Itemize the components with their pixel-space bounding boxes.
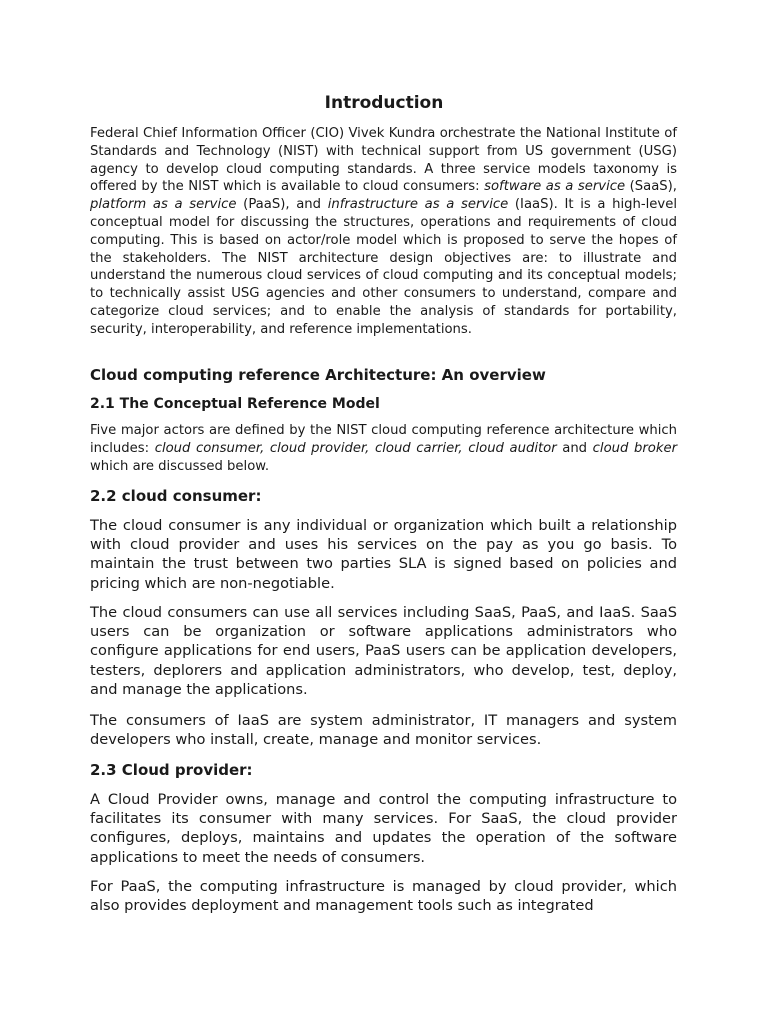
intro-text-1: Federal Chief Information Officer (CIO) Vivek Kundra orchestrate the National Institute of Standards and Technology (NIST) with technical support from US government (USG) agency to develop cloud computing standards. A three service models taxonomy is offered by the NIST which is available to cloud consumers: <box>90 126 677 195</box>
intro-saas-term: software as a service <box>484 179 626 195</box>
intro-iaas-term: infrastructure as a service <box>327 197 509 213</box>
section-2-2-paragraph-3: The consumers of IaaS are system administrator, IT managers and system developers who install, create, manage and monitor services. <box>90 712 677 749</box>
sec21-actors: cloud consumer, cloud provider, cloud carrier, cloud auditor <box>154 440 557 456</box>
section-2-2-paragraph-1: The cloud consumer is any individual or organization which built a relationship with cloud provider and uses his services on the pay as you go basis. To maintain the trust between two parties SLA is signed based on policies and pricing which are non-negotiable. <box>90 517 677 592</box>
section-2-1-paragraph <box>90 422 677 475</box>
sec21-text-3: which are discussed below. <box>90 458 270 474</box>
intro-paas-term: platform as a service <box>90 197 237 213</box>
page-title: Introduction <box>324 93 444 113</box>
sec21-text-1: Five major actors are defined by the NIST cloud computing reference architecture which includes: <box>90 423 677 456</box>
section-2-1-heading: 2.1 The Conceptual Reference Model <box>90 396 380 412</box>
overview-heading: Cloud computing reference Architecture: An overview <box>90 366 546 384</box>
section-2-3-paragraph-2: For PaaS, the computing infrastructure is managed by cloud provider, which also provides deployment and management tools such as integrated <box>90 878 677 915</box>
intro-text-2: (SaaS), <box>625 179 677 195</box>
intro-text-4: (IaaS). It is a high-level conceptual model for discussing the structures, operations and requirements of cloud computing. This is based on actor/role model which is proposed to serve the hopes of the stakeholders. The NIST architecture design objectives are: to illustrate and understand the numerous cloud services of cloud computing and its conceptual models; to technically assist USG agencies and other consumers to understand, compare and categorize cloud services; and to enable the analysis of standards for portability, security, interoperability, and reference implementations. <box>90 197 677 337</box>
section-2-2-paragraph-2: The cloud consumers can use all services including SaaS, PaaS, and IaaS. SaaS users can be organization or software applications administrators who configure applications for end users, PaaS users can be application developers, testers, deplorers and application administrators, who develop, test, deploy, and manage the applications. <box>90 604 677 698</box>
intro-text-3: (PaaS), and <box>236 197 328 213</box>
section-2-3-heading: 2.3 Cloud provider: <box>90 761 253 779</box>
sec21-broker: cloud broker <box>592 440 677 456</box>
section-2-3-paragraph-1: A Cloud Provider owns, manage and control the computing infrastructure to facilitates its consumer with many services. For SaaS, the cloud provider configures, deploys, maintains and updates the operation of the software applications to meet the needs of consumers. <box>90 791 677 866</box>
section-2-2-heading: 2.2 cloud consumer: <box>90 487 262 505</box>
sec21-text-2: and <box>556 440 593 456</box>
intro-paragraph <box>90 125 677 339</box>
